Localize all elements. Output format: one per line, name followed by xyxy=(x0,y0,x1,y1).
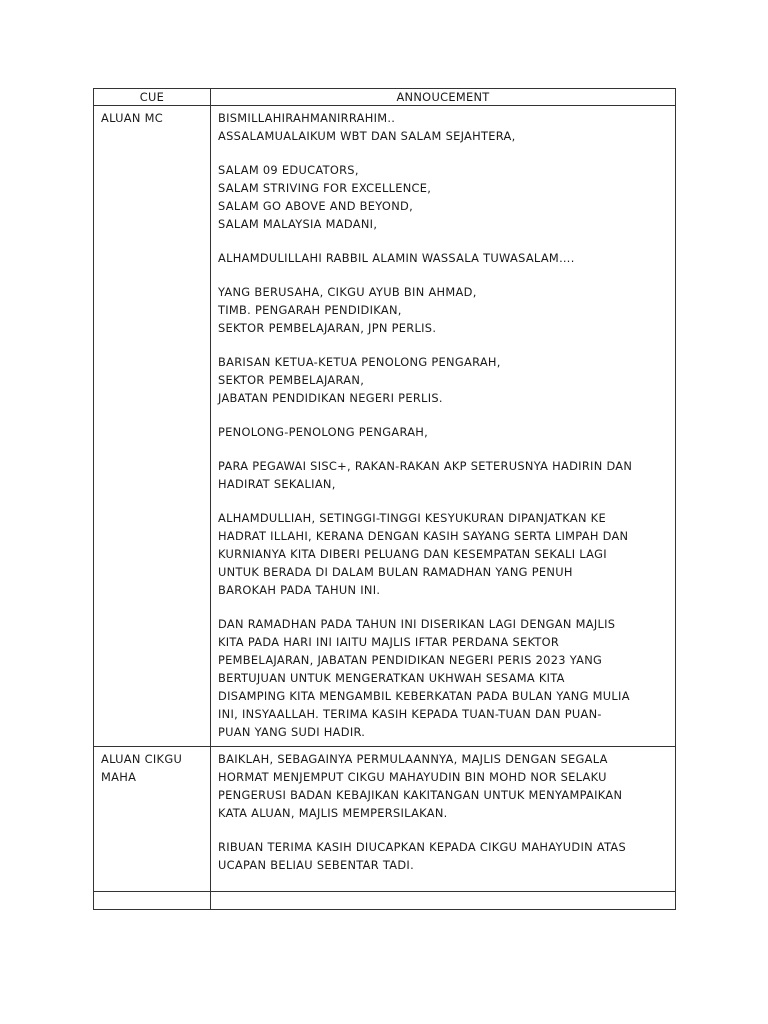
announcement-line: RIBUAN TERIMA KASIH DIUCAPKAN KEPADA CIKGU MAHAYUDIN ATAS xyxy=(218,840,627,854)
announcement-cell xyxy=(211,892,676,910)
announcement-line: BISMILLAHIRAHMANIRRAHIM.. xyxy=(218,111,396,125)
announcement-line: PENGERUSI BADAN KEBAJIKAN KAKITANGAN UNTUK MENYAMPAIKAN xyxy=(218,788,623,802)
announcement-line: UNTUK BERADA DI DALAM BULAN RAMADHAN YANG PENUH xyxy=(218,565,573,579)
header-announcement: ANNOUCEMENT xyxy=(211,89,676,106)
announcement-line: JABATAN PENDIDIKAN NEGERI PERLIS. xyxy=(218,391,443,405)
announcement-paragraph xyxy=(218,615,667,741)
announcement-table xyxy=(93,88,676,910)
announcement-line: INI, INSYAALLAH. TERIMA KASIH KEPADA TUAN-TUAN DAN PUAN- xyxy=(218,707,602,721)
announcement-line: PARA PEGAWAI SISC+, RAKAN-RAKAN AKP SETERUSNYA HADIRIN DAN xyxy=(218,459,633,473)
announcement-line: SALAM MALAYSIA MADANI, xyxy=(218,217,378,231)
announcement-line: DAN RAMADHAN PADA TAHUN INI DISERIKAN LAGI DENGAN MAJLIS xyxy=(218,617,616,631)
announcement-line: PENOLONG-PENOLONG PENGARAH, xyxy=(218,425,429,439)
cue-text: MAHA xyxy=(101,770,137,784)
announcement-line: KITA PADA HARI INI IAITU MAJLIS IFTAR PERDANA SEKTOR xyxy=(218,635,560,649)
announcement-line: TIMB. PENGARAH PENDIDIKAN, xyxy=(218,303,402,317)
announcement-line: HADRAT ILLAHI, KERANA DENGAN KASIH SAYANG SERTA LIMPAH DAN xyxy=(218,529,629,543)
announcement-line: ALHAMDULLIAH, SETINGGI-TINGGI KESYUKURAN DIPANJATKAN KE xyxy=(218,511,606,525)
cue-text: ALUAN CIKGU xyxy=(101,752,183,766)
cue-cell xyxy=(94,747,211,892)
announcement-line: BARISAN KETUA-KETUA PENOLONG PENGARAH, xyxy=(218,355,501,369)
announcement-paragraph xyxy=(218,249,667,267)
announcement-line: SEKTOR PEMBELAJARAN, JPN PERLIS. xyxy=(218,321,437,335)
announcement-line: SALAM 09 EDUCATORS, xyxy=(218,163,359,177)
announcement-line: HADIRAT SEKALIAN, xyxy=(218,477,336,491)
announcement-line: ASSALAMUALAIKUM WBT DAN SALAM SEJAHTERA, xyxy=(218,129,516,143)
announcement-paragraph xyxy=(218,353,667,407)
announcement-paragraph xyxy=(218,109,667,145)
announcement-line: PUAN YANG SUDI HADIR. xyxy=(218,725,366,739)
table-row xyxy=(94,892,676,910)
announcement-paragraph xyxy=(218,457,667,493)
announcement-line: PEMBELAJARAN, JABATAN PENDIDIKAN NEGERI PERIS 2023 YANG xyxy=(218,653,603,667)
announcement-line: SALAM GO ABOVE AND BEYOND, xyxy=(218,199,414,213)
announcement-line: KATA ALUAN, MAJLIS MEMPERSILAKAN. xyxy=(218,806,448,820)
cue-text: ALUAN MC xyxy=(101,111,164,125)
cue-cell xyxy=(94,892,211,910)
announcement-line: KURNIANYA KITA DIBERI PELUANG DAN KESEMPATAN SEKALI LAGI xyxy=(218,547,607,561)
announcement-paragraph xyxy=(218,838,667,874)
table-header-row xyxy=(94,89,676,106)
announcement-paragraph xyxy=(218,423,667,441)
announcement-cell xyxy=(211,106,676,747)
announcement-paragraph xyxy=(218,750,667,822)
announcement-cell xyxy=(211,747,676,892)
announcement-line: BERTUJUAN UNTUK MENGERATKAN UKHWAH SESAMA KITA xyxy=(218,671,565,685)
cue-cell xyxy=(94,106,211,747)
announcement-line: HORMAT MENJEMPUT CIKGU MAHAYUDIN BIN MOHD NOR SELAKU xyxy=(218,770,607,784)
announcement-paragraph xyxy=(218,161,667,233)
announcement-line: YANG BERUSAHA, CIKGU AYUB BIN AHMAD, xyxy=(218,285,477,299)
announcement-line: BAIKLAH, SEBAGAINYA PERMULAANNYA, MAJLIS DENGAN SEGALA xyxy=(218,752,608,766)
announcement-line: DISAMPING KITA MENGAMBIL KEBERKATAN PADA BULAN YANG MULIA xyxy=(218,689,630,703)
announcement-paragraph xyxy=(218,283,667,337)
header-cue: CUE xyxy=(94,89,211,106)
announcement-line: SEKTOR PEMBELAJARAN, xyxy=(218,373,365,387)
announcement-line: SALAM STRIVING FOR EXCELLENCE, xyxy=(218,181,432,195)
announcement-paragraph xyxy=(218,509,667,599)
table-row xyxy=(94,747,676,892)
table-body xyxy=(94,106,676,910)
announcement-line: UCAPAN BELIAU SEBENTAR TADI. xyxy=(218,858,414,872)
announcement-line: ALHAMDULILLAHI RABBIL ALAMIN WASSALA TUWASALAM…. xyxy=(218,251,575,265)
announcement-line: BAROKAH PADA TAHUN INI. xyxy=(218,583,381,597)
table-row xyxy=(94,106,676,747)
